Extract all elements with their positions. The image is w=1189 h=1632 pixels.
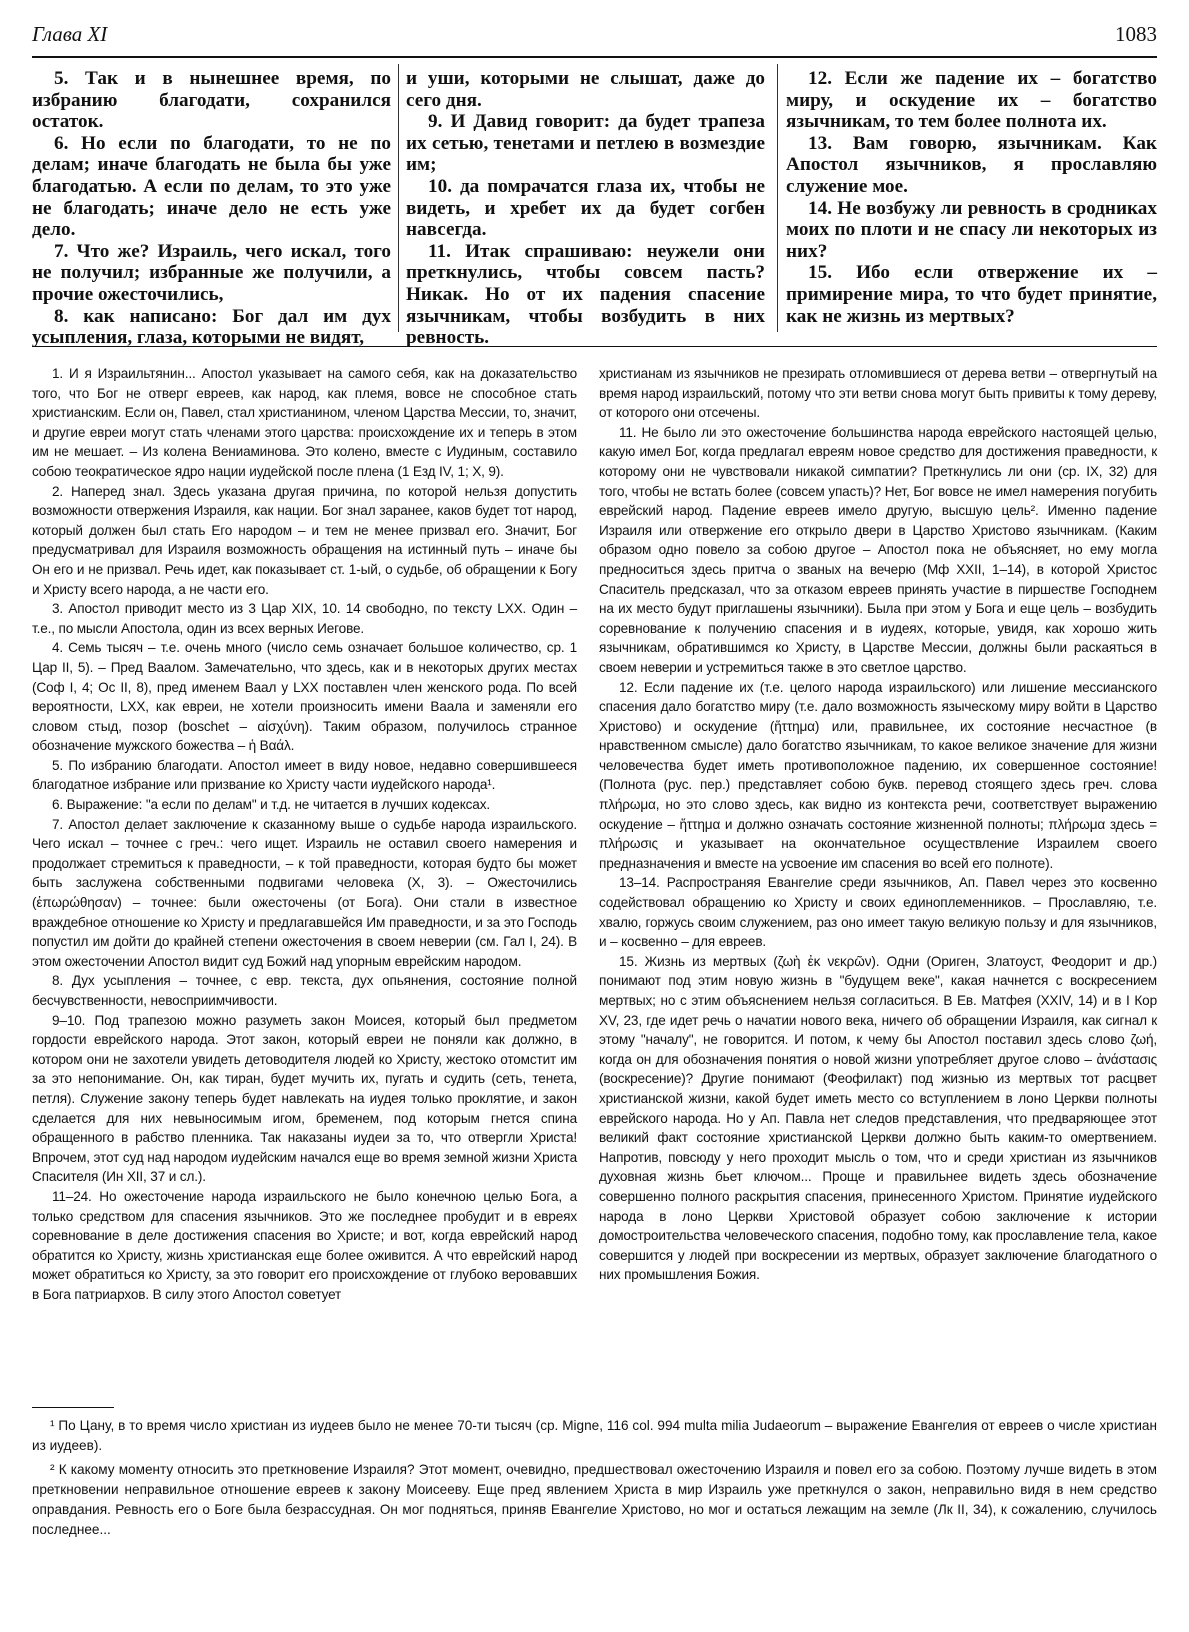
commentary-note: 11–24. Но ожесточение народа израильского не было конечною целью Бога, а только средством для спасения язычников. Это же последнее пробудит и в евреях соревнование в деле достижения спасения во Христе; и вот, когда еврейский народ обратится ко Христу, жизнь христианская еще более оживится. А что еврейский народ может обратиться ко Христу, за это говорит его происхождение от глубоко веровавших в Бога патриархов. В силу этого Апостол советует — [32, 1188, 577, 1302]
scripture-verses — [32, 64, 1157, 347]
commentary-note: христианам из язычников не презирать отломившиеся от дерева ветви – отвергнутый на время народ израильский, потому что эти ветви снова могут быть привиты к тому дереву, от которого они отсечены. — [599, 366, 1157, 421]
commentary-note: 5. По избранию благодати. Апостол имеет в виду новое, недавно совершившееся благодатное избрание или призвание ко Христу части иудейского народа¹. — [32, 757, 577, 793]
verse-column-1 — [32, 68, 391, 349]
column-divider — [398, 64, 399, 332]
commentary-note: 12. Если падение их (т.е. целого народа израильского) или лишение мессианского спасения дало богатство миру (т.е. дало возможность языческому миру войти в Царство Христово) и оскудение (ἥττημα) или, правильнее, их состояние несчастное (в нравственном смысле) дало богатство язычникам, то какое великое значение для жизни человечества будет иметь противоположное падению, их совершенное состояние! (Полнота (рус. пер.) представляет собою букв. перевод стоящего здесь греч. слова πλήρωμα, но это слово здесь, как видно из контекста речи, соответствует выражению оскудение – ἥττημα и должно означать состояние жизненной полноты; πλήρωμα здесь = πλήρωσις и указывает на окончательное осуществление Израилем своего предназначения и вместе на усвоение им спасения во всей его полноте). — [599, 679, 1157, 871]
chapter-label: Глава XI — [32, 22, 108, 46]
commentary-note: 11. Не было ли это ожесточение большинства народа еврейского настоящей целью, какую имел Бог, когда предлагал евреям новое средство для достижения праведности, к которому они не чувствовали никакой симпатии? Преткнулись ли они (ср. IX, 32) для того, чтобы не встать более (совсем упасть)? Нет, Бог вовсе не имел намерения погубить еврейский народ. Падение евреев имело другую, высшую цель². Именно падение Израиля или отвержение его открыло двери в Царство Христово язычникам. (Каким образом одно повело за собою другое – Апостол пока не объясняет, но ему могла предноситься здесь притча о званых на вечерю (Мф XXII, 1–14), в которой Христос Спаситель предсказал, что за отказом евреев принять участие в пиршестве Господнем на их место будут приглашены язычники). Была при этом у Бога и еще цель – возбудить соревнование к получению спасения и в иудеях, которые, увидя, как хорошо жить язычникам, обратившимся ко Христу, в Царстве Мессии, должны были раскаяться в своем неверии и устремиться также в это светлое царство. — [599, 424, 1157, 675]
verse: 13. Вам говорю, язычникам. Как Апостол язычников, я прославляю служение мое. — [786, 132, 1157, 197]
verse: 7. Что же? Израиль, чего искал, того не получил; избранные же получили, а прочие ожесточились, — [32, 240, 391, 305]
verse: 14. Не возбужу ли ревность в сродниках моих по плоти и не спасу ли некоторых из них? — [786, 197, 1157, 262]
commentary-note: 7. Апостол делает заключение к сказанному выше о судьбе народа израильского. Чего искал – точнее с греч.: чего ищет. Израиль не оставил своего намерения и продолжает стремиться к праведности, – к той праведности, которая будто бы может быть заслужена собственными подвигами человека (X, 3). – Ожесточились (ἐπωρώθησαν) – точнее: были ожесточены (от Бога). Они стали в известное враждебное отношение ко Христу и предлагавшейся Им праведности, и за это Господь попустил им дойти до крайней степени ожесточения в своем неверии (см. Гал I, 24). В этом ожесточении Апостол видит суд Божий над упорным еврейским народом. — [32, 816, 577, 969]
commentary-note: 6. Выражение: "а если по делам" и т.д. не читается в лучших кодексах. — [52, 797, 490, 813]
page-number: 1083 — [1115, 22, 1157, 46]
commentary-note: 9–10. Под трапезою можно разуметь закон Моисея, который был предметом гордости еврейского народа. Этот закон, который евреи не поняли как должно, в котором они не захотели увидеть детоводителя людей ко Христу, жестоко отомстит им за это непонимание. Он, как тиран, будет мучить их, пугать и судить (сеть, тенета, петля). Служение закону теперь будет навлекать на иудея только проклятие, и закон сделается для них невыносимым игом, бременем, под которым гнется спина обращенного в рабство пленника. Так наказаны иудеи за то, что отвергли Христа! Впрочем, этот суд над народом иудейским начался еще во время земной жизни Христа Спасителя (Ин XII, 37 и сл.). — [32, 1012, 577, 1185]
commentary-note: 13–14. Распространяя Евангелие среди язычников, Ап. Павел через это косвенно содействовал обращению ко Христу и своих единоплеменников. – Прославляю, т.е. хвалю, горжусь своим служением, раз оно имеет такую великую пользу и для язычников, и – косвенно – для евреев. — [599, 875, 1157, 950]
column-divider — [777, 64, 778, 332]
footnotes — [32, 1407, 1157, 1544]
commentary — [32, 364, 1157, 1399]
commentary-column-2 — [599, 364, 1157, 1285]
verse: 12. Если же падение их – богатство миру, и оскудение их – богатство язычникам, то тем более полнота их. — [786, 68, 1157, 133]
running-head — [32, 20, 1157, 58]
footnote-rule — [32, 1407, 114, 1408]
commentary-note: 1. И я Израильтянин... Апостол указывает на самого себя, как на доказательство того, что Бог не отверг евреев, как народ, как племя, вовсе не способное стать христианским. Если он, Павел, стал христианином, членом Царства Мессии, то, значит, и другие евреи могут стать членами этого царства: происхождение их и теперь в этом им не мешает. – Из колена Вениаминова. Это колено, вместе с Иудиным, составило собою теократическое ядро нации иудейской после плена (1 Езд IV, 1; X, 9). — [32, 366, 577, 479]
verse: 11. Итак спрашиваю: неужели они преткнулись, чтобы совсем пасть? Никак. Но от их падения спасение язычникам, чтобы возбудить в них ревность. — [406, 240, 765, 349]
verse: 9. И Давид говорит: да будет трапеза их сетью, тенетами и петлею в возмездие им; — [406, 111, 765, 176]
verse-column-3 — [786, 68, 1157, 327]
footnote: ² К какому моменту относить это преткновение Израиля? Этот момент, очевидно, предшествовал ожесточению Израиля и повел его за собою. Поэтому лучше видеть в этом преткновении неправильное отношение евреев к закону Моисееву. Еще пред явлением Христа в мир Израиль уже преткнулся о закон, неправильно видя в нем средство оправдания. Ревность его о Боге была безрассудная. Он мог подняться, приняв Евангелие Христово, но мог и остаться лежащим на земле (Лк II, 34), к сожалению, случилось последнее... — [32, 1462, 1157, 1537]
verse: 8. как написано: Бог дал им дух усыпления, глаза, которыми не видят, — [32, 305, 391, 349]
commentary-note: 8. Дух усыпления – точнее, с евр. текста, дух опьянения, состояние полной бесчувственности, невосприимчивости. — [32, 973, 577, 1008]
footnote: ¹ По Цану, в то время число христиан из иудеев было не менее 70-ти тысяч (ср. Migne, 116 col. 994 multa milia Judaeorum – выражение Евангелия от евреев о числе христиан из иудеев). — [32, 1418, 1157, 1453]
commentary-note: 15. Жизнь из мертвых (ζωὴ ἐκ νεκρῶν). Одни (Ориген, Златоуст, Феодорит и др.) понимают под этим новую жизнь в "будущем веке", какая начнется с воскресением мертвых; но с этим объяснением нельзя согласиться. В Ев. Матфея (XXIV, 14) и в I Кор XV, 23, где идет речь о начатии нового века, ничего об обращении Израиля, как сигнал к этому "началу", не говорится. И потом, к чему бы Апостол поставил здесь слово ζωή, когда он для обозначения понятия о новой жизни употребляет другое слово – ἀνάστασις (воскресение)? Другие понимают (Феофилакт) под жизнью из мертвых тот расцвет христианской жизни, какой будет иметь место со вступлением в лоно Церкви полноты еврейского народа. Но у Ап. Павла нет следов представления, что предваряющее этот великий факт состояние христианской Церкви должно быть каким-то омертвением. Напротив, повсюду у него проходит мысль о том, что и среди христиан из язычников духовная жизнь бьет ключом... Проще и правильнее видеть здесь обозначение совершенно полного раскрытия спасения, принесенного Христом. Принятие иудейского народа в лоно Церкви Христовой образует собою заключение к истории домостроительства человеческого спасения, подобно тому, как прославление тела, какое совершится у людей при воскресении из мертвых, образует заключение благодатного о них промышления Божия. — [599, 953, 1157, 1283]
verse: 10. да помрачатся глаза их, чтобы не видеть, и хребет их да будет согбен навсегда. — [406, 175, 765, 241]
commentary-column-1 — [32, 364, 577, 1305]
commentary-note: 4. Семь тысяч – т.е. очень много (число семь означает большое количество, ср. 1 Цар II, 5). – Пред Ваалом. Замечательно, что здесь, как и в некоторых других местах (Соф I, 4; Ос II, 8), пред именем Ваал у LXX поставлен член женского рода. По всей вероятности, LXX, как евреи, не хотели произносить имени Ваала и заменяли его словом стыд, позор (boschet – αἰσχύνη). Таким образом, получилось странное обозначение мужского божества – ἡ Βαάλ. — [32, 640, 577, 754]
commentary-note: 3. Апостол приводит место из 3 Цар XIX, 10. 14 свободно, по тексту LXX. Один – т.е., по мысли Апостола, один из всех верных Иегове. — [32, 601, 577, 636]
verse: 5. Так и в нынешнее время, по избранию благодати, сохранился остаток. — [32, 68, 391, 133]
verse: и уши, которыми не слышат, даже до сего дня. — [406, 68, 765, 111]
verse: 15. Ибо если отвержение их – примирение мира, то что будет принятие, как не жизнь из мертвых? — [786, 262, 1157, 327]
verse-column-2 — [406, 68, 765, 349]
verse: 6. Но если по благодати, то не по делам; иначе благодать не была бы уже благодатью. А если по делам, то это уже не благодать; иначе дело не есть уже дело. — [32, 132, 391, 241]
commentary-note: 2. Наперед знал. Здесь указана другая причина, по которой нельзя допустить возможности отвержения Израиля, как нации. Бог знал заранее, каков будет тот народ, который должен был стать Его народом – и тем не менее призвал его. Значит, Бог предусматривал для Израиля возможность обращения на истинный путь – иначе бы Он его и не призвал. Речь идет, как показывает ст. 1-ый, о судьбе, об обращении к Богу и Христу всего народа, а не части его. — [32, 483, 577, 597]
